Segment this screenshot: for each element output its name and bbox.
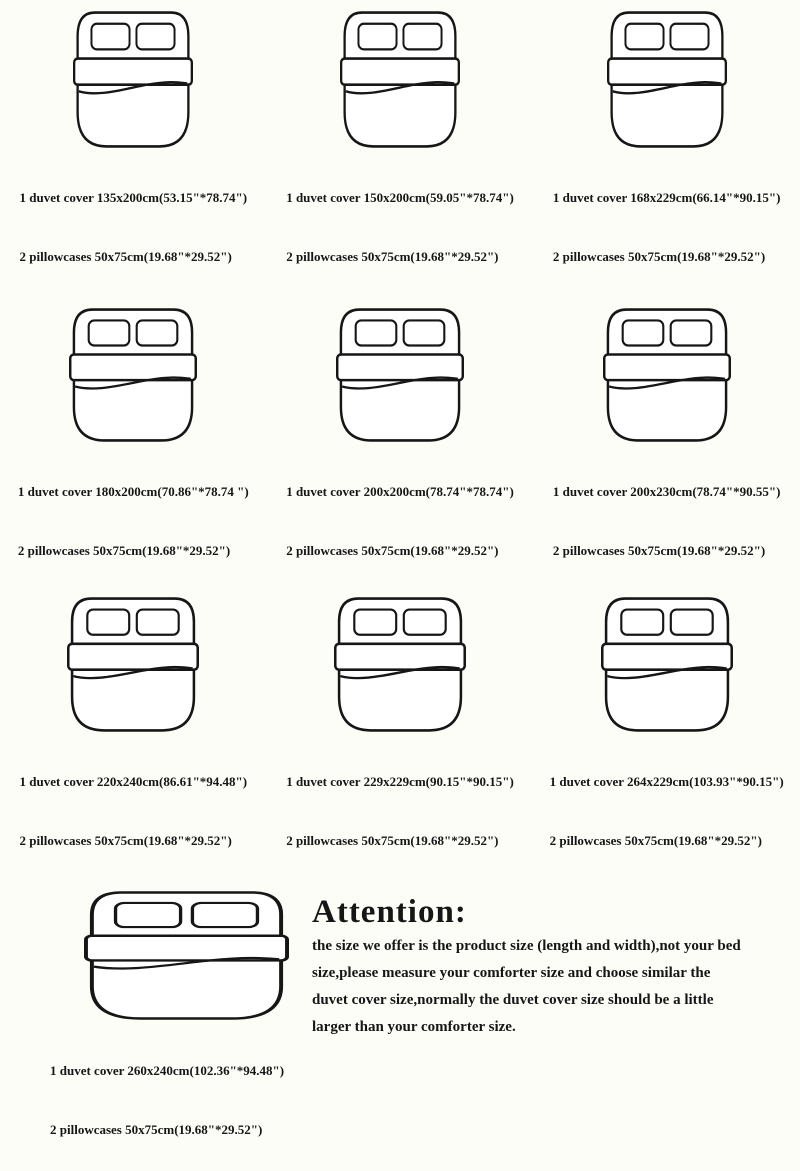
bed-diagram	[67, 596, 199, 733]
bed-diagram	[601, 596, 733, 733]
pillowcase-size-label: 2 pillowcases 50x75cm(19.68"*29.52")	[19, 833, 232, 848]
size-row-3	[0, 592, 800, 882]
size-row-2	[0, 298, 800, 592]
attention-body-line: size,please measure your comforter size and choose similar the	[312, 965, 711, 981]
attention-body-line: the size we offer is the product size (length and width),not your bed	[312, 938, 741, 954]
size-cell	[267, 307, 534, 592]
size-caption	[550, 740, 784, 882]
duvet-size-label: 1 duvet cover 200x200cm(78.74"*78.74")	[286, 484, 514, 499]
size-cell	[533, 596, 800, 882]
bed-diagram	[73, 10, 193, 149]
size-caption	[20, 740, 248, 882]
bed-diagram	[340, 10, 460, 149]
pillowcase-size-label: 2 pillowcases 50x75cm(19.68"*29.52")	[17, 543, 231, 558]
duvet-size-label: 1 duvet cover 220x240cm(86.61"*94.48")	[19, 774, 248, 789]
bed-diagram	[603, 307, 731, 443]
size-caption	[553, 450, 781, 592]
bottom-section	[0, 882, 800, 1171]
size-cell	[267, 10, 534, 298]
size-cell	[0, 890, 312, 1171]
pillowcase-size-label: 2 pillowcases 50x75cm(19.68"*29.52")	[19, 249, 232, 264]
pillowcase-size-label: 2 pillowcases 50x75cm(19.68"*29.52")	[552, 543, 766, 558]
bed-diagram	[334, 596, 466, 733]
duvet-size-label: 1 duvet cover 260x240cm(102.36"*94.48")	[50, 1063, 285, 1078]
size-cell	[267, 596, 534, 882]
duvet-size-label: 1 duvet cover 180x200cm(70.86"*78.74 ")	[17, 484, 249, 499]
size-caption	[50, 1029, 284, 1171]
size-cell	[533, 307, 800, 592]
duvet-size-label: 1 duvet cover 229x229cm(90.15"*90.15")	[286, 774, 514, 789]
size-caption	[286, 156, 514, 298]
bed-diagram	[69, 307, 197, 443]
size-caption	[286, 740, 514, 882]
duvet-size-label: 1 duvet cover 168x229cm(66.14"*90.15")	[552, 190, 781, 205]
duvet-size-label: 1 duvet cover 150x200cm(59.05"*78.74")	[286, 190, 514, 205]
size-caption	[18, 450, 249, 592]
size-caption	[553, 156, 781, 298]
attention-body-line: larger than your comforter size.	[312, 1019, 516, 1035]
size-cell	[533, 10, 800, 298]
size-row-1	[0, 0, 800, 298]
attention-heading: Attention:	[312, 894, 467, 930]
bed-diagram	[336, 307, 464, 443]
attention-body-line: duvet cover size,normally the duvet cover size should be a little	[312, 992, 714, 1008]
bed-diagram	[84, 890, 289, 1021]
pillowcase-size-label: 2 pillowcases 50x75cm(19.68"*29.52")	[286, 833, 499, 848]
pillowcase-size-label: 2 pillowcases 50x75cm(19.68"*29.52")	[286, 249, 499, 264]
pillowcase-size-label: 2 pillowcases 50x75cm(19.68"*29.52")	[286, 543, 499, 558]
size-caption	[286, 450, 514, 592]
bed-diagram	[607, 10, 727, 149]
size-caption	[20, 156, 248, 298]
duvet-size-label: 1 duvet cover 135x200cm(53.15"*78.74")	[19, 190, 248, 205]
size-cell	[0, 10, 267, 298]
pillowcase-size-label: 2 pillowcases 50x75cm(19.68"*29.52")	[549, 833, 762, 848]
duvet-size-label: 1 duvet cover 264x229cm(103.93"*90.15")	[549, 774, 784, 789]
size-cell	[0, 596, 267, 882]
attention-note	[312, 890, 800, 1171]
pillowcase-size-label: 2 pillowcases 50x75cm(19.68"*29.52")	[50, 1122, 263, 1137]
pillowcase-size-label: 2 pillowcases 50x75cm(19.68"*29.52")	[552, 249, 766, 264]
size-cell	[0, 307, 267, 592]
duvet-size-label: 1 duvet cover 200x230cm(78.74"*90.55")	[552, 484, 781, 499]
